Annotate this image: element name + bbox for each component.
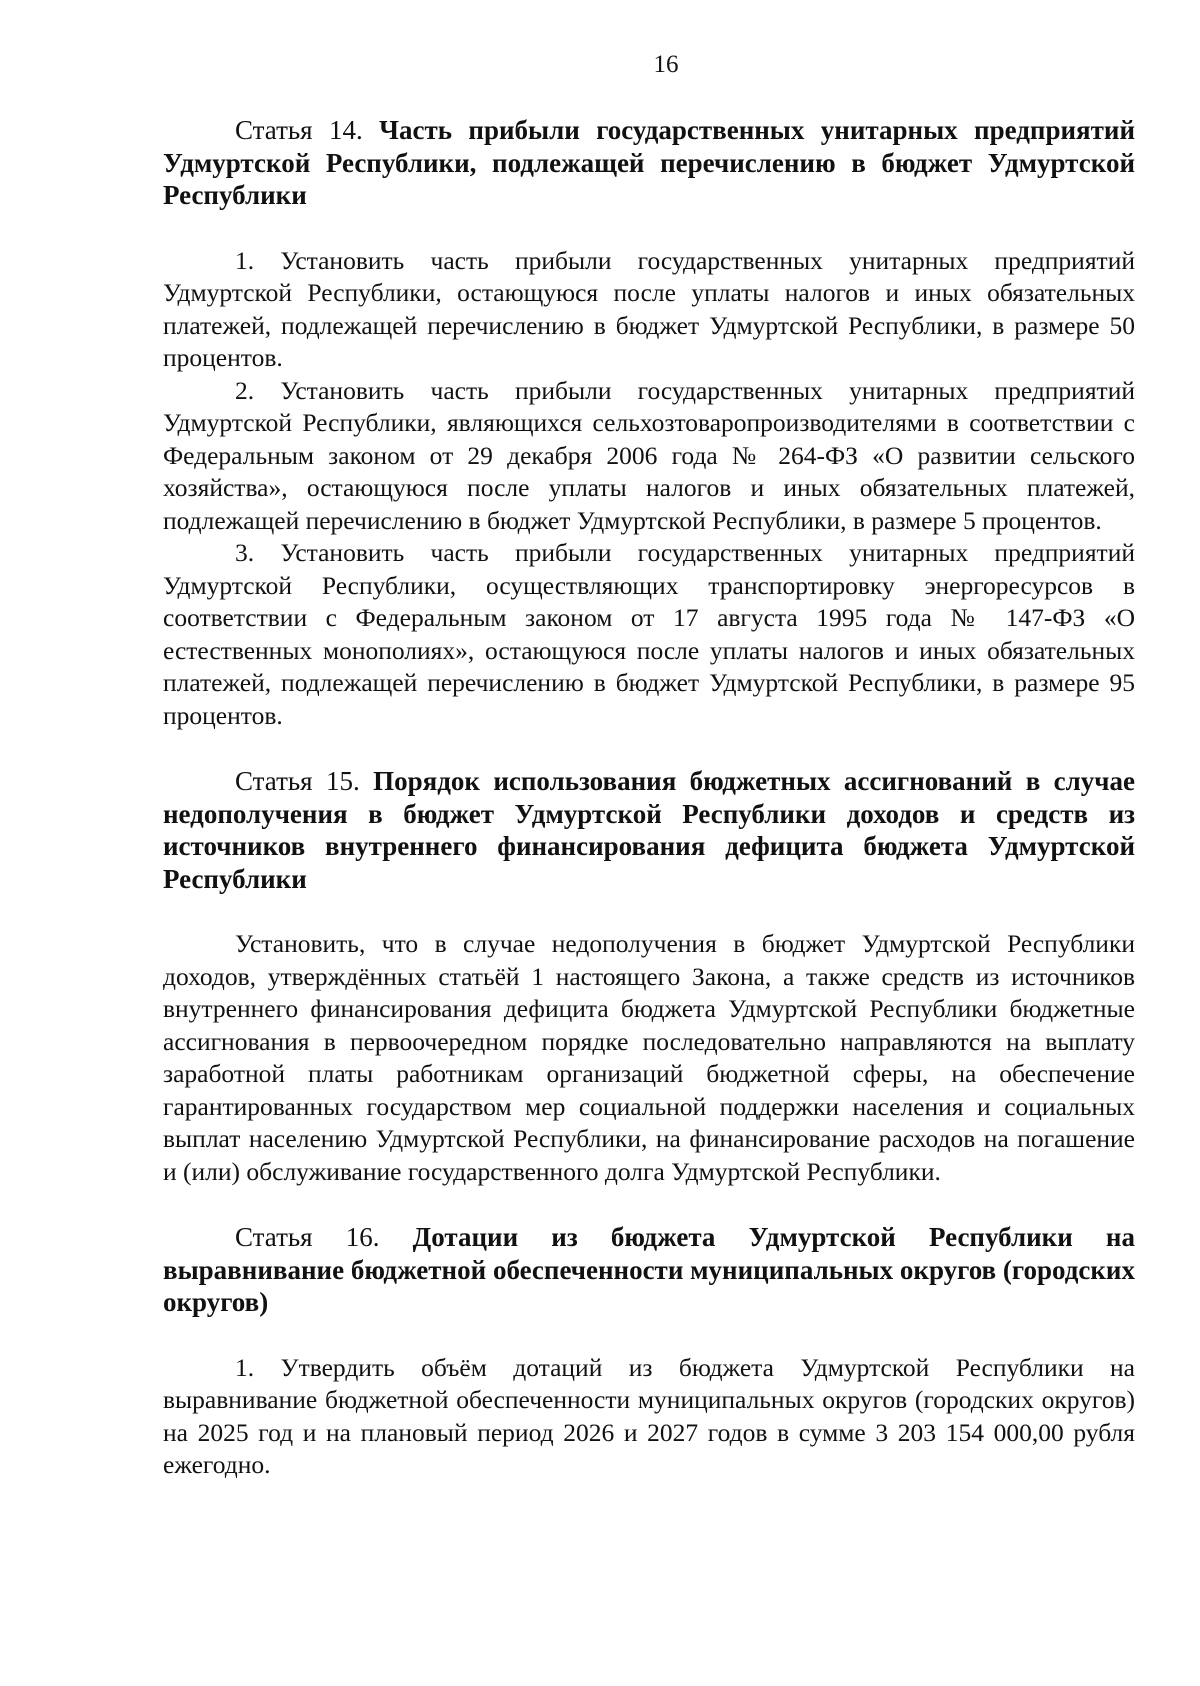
article-16-prefix: Статья 16. — [235, 1222, 380, 1252]
article-16-title: Дотации из бюджета Удмуртской Республики на выравнивание бюджетной обеспеченности муниципальных округов (городских округов) — [163, 1222, 1135, 1317]
article-16-body — [163, 1352, 1135, 1482]
page-number: 16 — [653, 51, 679, 78]
article-14-title: Часть прибыли государственных унитарных предприятий Удмуртской Республики, подлежащей перечислению в бюджет Удмуртской Республики — [163, 115, 1136, 210]
article-14-paragraph-1: 1. Установить часть прибыли государственных унитарных предприятий Удмуртской Республики, остающуюся после уплаты налогов и иных обязательных платежей, подлежащей перечислению в бюджет Удмуртской Республики, в размере 50 процентов. — [163, 245, 1135, 372]
article-separator — [163, 1188, 1135, 1221]
article-15-title: Порядок использования бюджетных ассигнований в случае недополучения в бюджет Удмуртской Республики доходов и средств из источников внутреннего финансирования дефицита бюджета Удмуртской Республики — [163, 766, 1135, 894]
document-page — [163, 50, 1135, 1482]
article-15 — [163, 765, 1135, 1188]
article-16-paragraph-1: 1. Утвердить объём дотаций из бюджета Удмуртской Республики на выравнивание бюджетной обеспеченности муниципальных округов (городских округов) на 2025 год и на плановый период 2026 и 2027 годов в сумме 3 203 154 000,00 рубля ежегодно. — [163, 1352, 1135, 1479]
article-15-body — [163, 928, 1135, 1188]
article-16-heading — [163, 1221, 1135, 1319]
article-14-paragraph-3: 3. Установить часть прибыли государственных унитарных предприятий Удмуртской Республики, осуществляющих транспортировку энергоресурсов в соответствии с Федеральным законом от 17 августа 1995 года № 147-ФЗ «О естественных монополиях», остающуюся после уплаты налогов и иных обязательных платежей, подлежащей перечислению в бюджет Удмуртской Республики, в размере 95 процентов. — [163, 538, 1135, 730]
article-separator — [163, 732, 1135, 765]
article-14-heading — [163, 114, 1135, 212]
article-15-prefix: Статья 15. — [235, 766, 360, 796]
article-14-paragraph-2: 2. Установить часть прибыли государственных унитарных предприятий Удмуртской Республики, являющихся сельхозтоваропроизводителями в соответствии с Федеральным законом от 29 декабря 2006 года № 264-ФЗ «О развитии сельского хозяйства», остающуюся после уплаты налогов и иных обязательных платежей, подлежащей перечислению в бюджет Удмуртской Республики, в размере 5 процентов. — [163, 375, 1135, 535]
article-15-paragraph-1: Установить, что в случае недополучения в бюджет Удмуртской Республики доходов, утверждённых статьёй 1 настоящего Закона, а также средств из источников внутреннего финансирования дефицита бюджета Удмуртской Республики бюджетные ассигнования в первоочередном порядке последовательно направляются на выплату заработной платы работникам организаций бюджетной сферы, на обеспечение гарантированных государством мер социальной поддержки населения и социальных выплат населению Удмуртской Республики, на финансирование расходов на погашение и (или) обслуживание государственного долга Удмуртской Республики. — [163, 929, 1135, 1186]
article-14 — [163, 114, 1135, 732]
article-15-heading — [163, 765, 1135, 895]
article-14-body — [163, 245, 1135, 733]
article-16 — [163, 1221, 1135, 1482]
article-14-prefix: Статья 14. — [235, 115, 363, 145]
